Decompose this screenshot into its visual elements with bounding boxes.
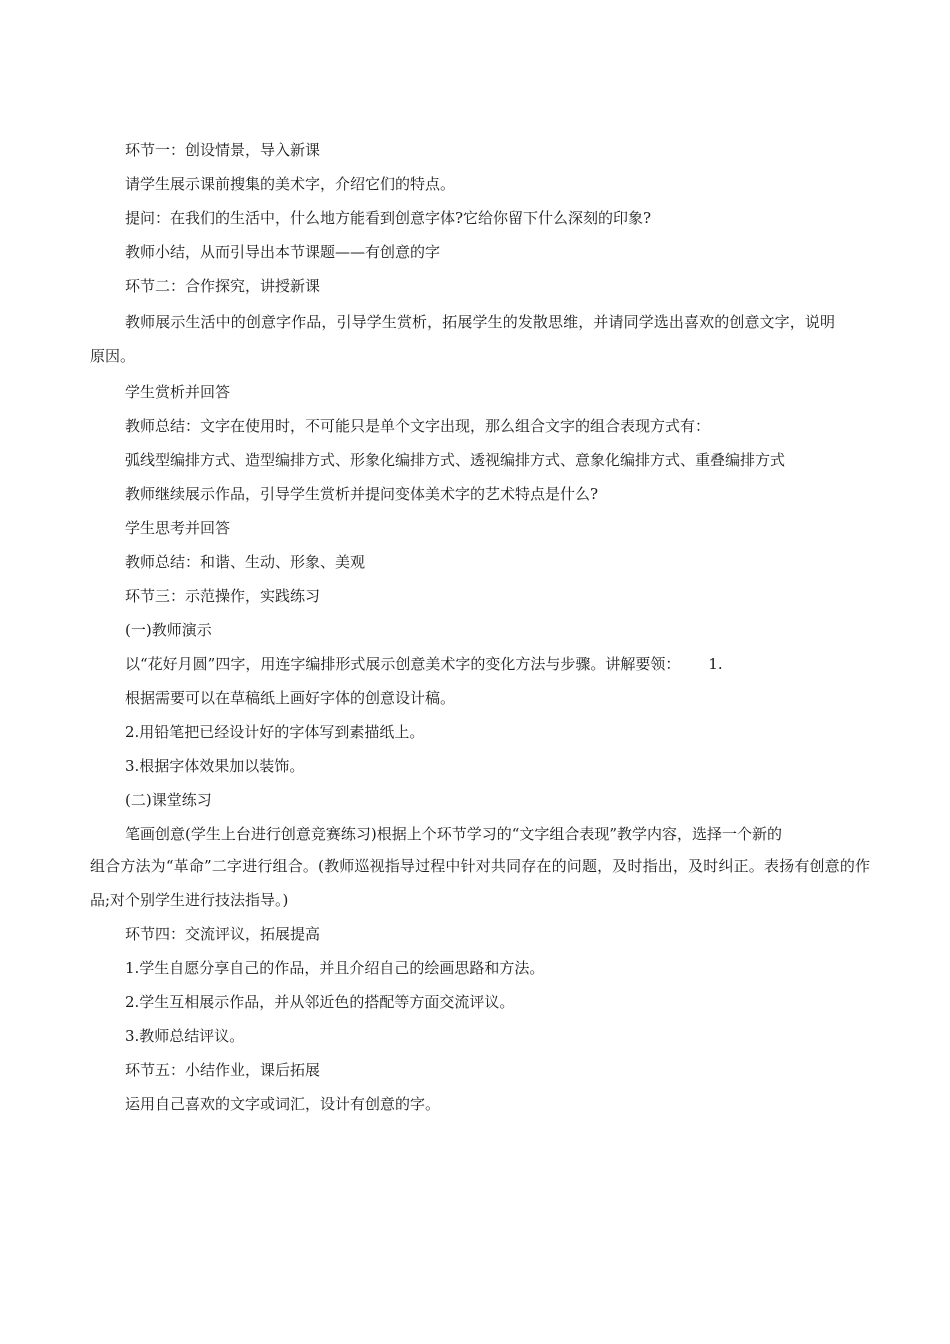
document-body [90,133,870,1121]
list-item: 1.学生自愿分享自己的作品，并且介绍自己的绘画思路和方法。 [125,959,545,977]
paragraph: 教师继续展示作品，引导学生赏析并提问变体美术字的艺术特点是什么? [125,485,599,503]
paragraph: 学生思考并回答 [125,519,231,537]
paragraph: 请学生展示课前搜集的美术字，介绍它们的特点。 [125,175,456,193]
paragraph: 根据需要可以在草稿纸上画好字体的创意设计稿。 [125,689,456,707]
list-item: 2.用铅笔把已经设计好的字体写到素描纸上。 [125,723,425,741]
paragraph: 教师总结：文字在使用时，不可能只是单个文字出现，那么组合文字的组合表现方式有： [125,417,711,435]
paragraph: 教师总结：和谐、生动、形象、美观 [125,553,366,571]
sub-heading-2: (二)课堂练习 [125,791,212,809]
paragraph: 弧线型编排方式、造型编排方式、形象化编排方式、透视编排方式、意象化编排方式、重叠编排方式 [125,451,786,469]
section-heading-4: 环节四：交流评议，拓展提高 [125,925,321,943]
paragraph-wrapped: 组合方法为“革命”二字进行组合。(教师巡视指导过程中针对共同存在的问题，及时指出，及时纠正。表扬有创意的作品;对个别学生进行技法指导。) [90,857,870,909]
paragraph-wrapped: 教师展示生活中的创意字作品，引导学生赏析，拓展学生的发散思维，并请同学选出喜欢的创意文字，说明原因。 [90,313,835,365]
paragraph: 运用自己喜欢的文字或词汇，设计有创意的字。 [125,1095,441,1113]
list-item: 2.学生互相展示作品，并从邻近色的搭配等方面交流评议。 [125,993,515,1011]
list-item: 3.教师总结评议。 [125,1027,245,1045]
sub-heading-1: (一)教师演示 [125,621,212,639]
section-heading-1: 环节一：创设情景，导入新课 [125,141,321,159]
list-number: 1. [708,655,723,673]
section-heading-2: 环节二：合作探究，讲授新课 [125,277,321,295]
paragraph: 提问：在我们的生活中，什么地方能看到创意字体?它给你留下什么深刻的印象? [125,209,652,227]
list-item: 3.根据字体效果加以装饰。 [125,757,305,775]
paragraph-text: 笔画创意(学生上台进行创意竞赛练习)根据上个环节学习的“文字组合表现”教学内容，选择一个新的 [125,825,783,843]
paragraph [90,647,870,681]
paragraph-text: 以“花好月圆”四字，用连字编排形式展示创意美术字的变化方法与步骤。讲解要领： [125,655,681,673]
section-heading-5: 环节五：小结作业，课后拓展 [125,1061,321,1079]
paragraph: 学生赏析并回答 [125,383,231,401]
paragraph: 教师小结，从而引导出本节课题——有创意的字 [125,243,441,261]
paragraph [90,817,870,851]
section-heading-3: 环节三：示范操作，实践练习 [125,587,321,605]
